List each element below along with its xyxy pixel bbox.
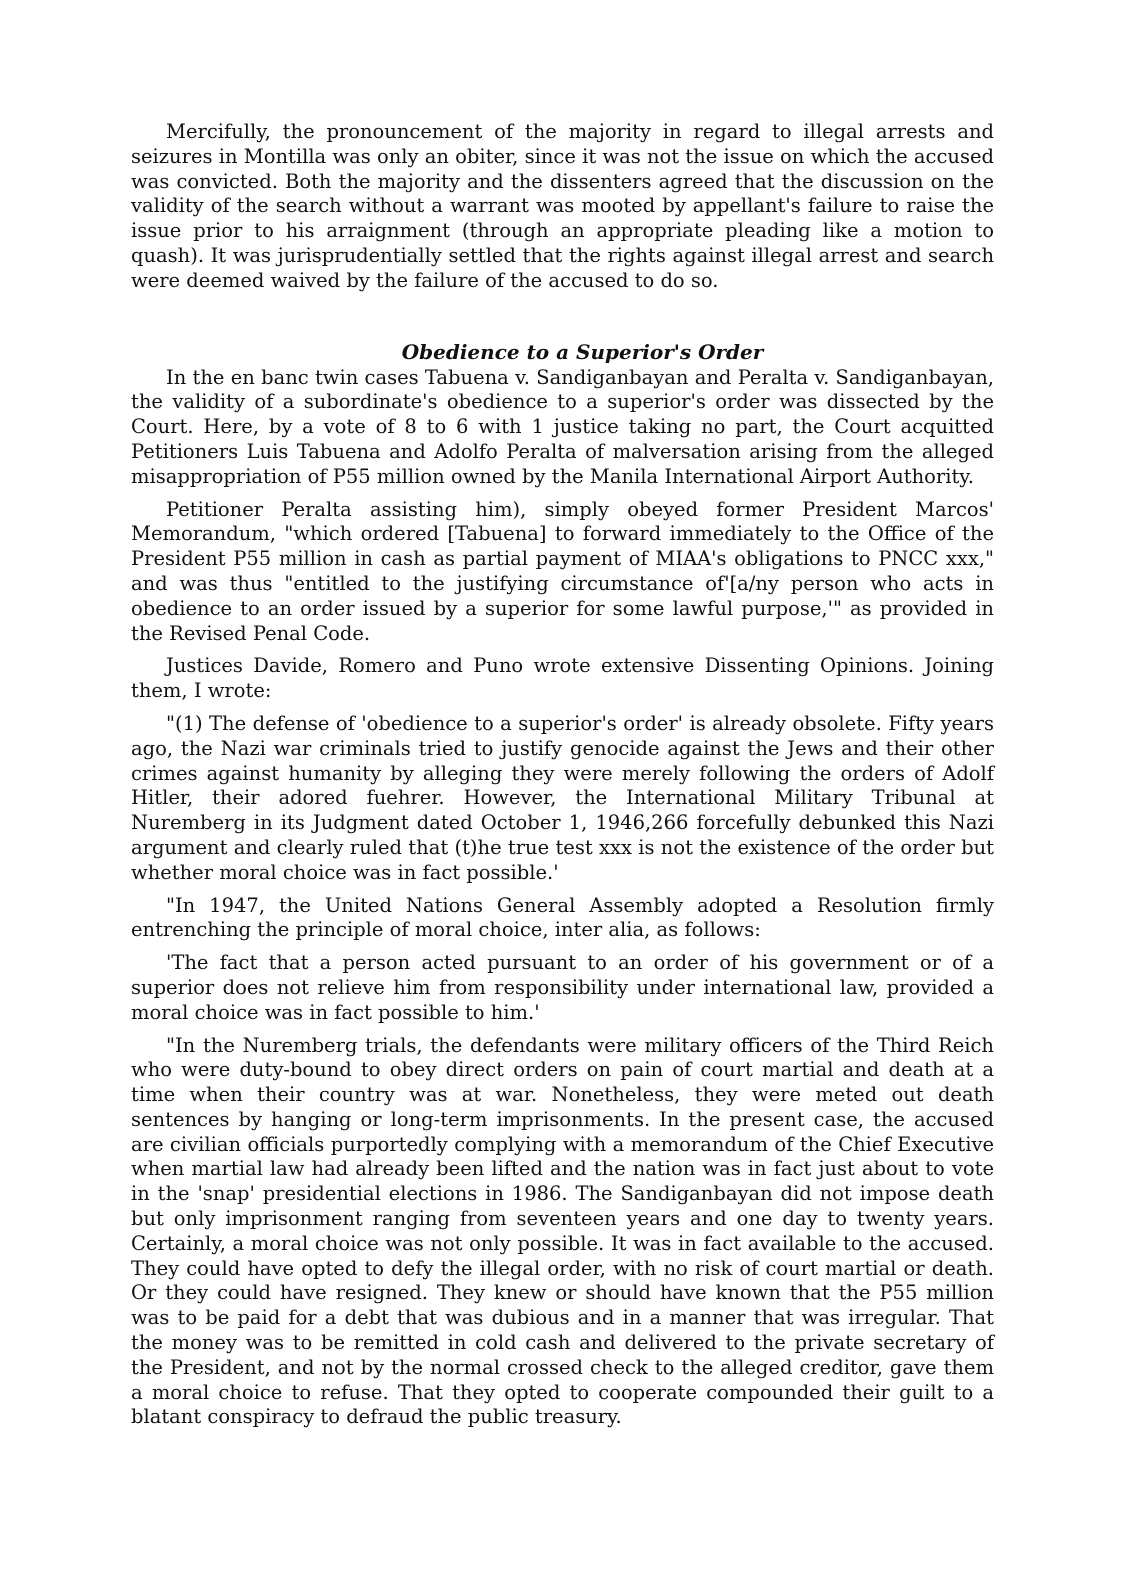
paragraph-montilla-obiter: Mercifully, the pronouncement of the majority in regard to illegal arrests and seizures in Montilla was only an obiter, since it was not the issue on which the accused was convicted. Both the majority and the dissenters agreed that the discussion on the validity of the search without a warrant was mooted by appellant's failure to raise the issue prior to his arraignment (through an appropriate pleading like a motion to quash). It was jurisprudentially settled that the rights against illegal arrest and search were deemed waived by the failure of the accused to do so.	[131, 120, 994, 292]
paragraph-nuremberg-trials: "In the Nuremberg trials, the defendants were military officers of the Third Reich who were duty-bound to obey direct orders on pain of court martial and death at a time when their country was at war. Nonetheless, they were meted out death sentences by hanging or long-term imprisonments. In the present case, the accused are civilian officials purportedly complying with a memorandum of the Chief Executive when martial law had already been lifted and the nation was in fact just about to vote in the 'snap' presidential elections in 1986. The Sandiganbayan did not impose death but only imprisonment ranging from seventeen years and one day to twenty years. Certainly, a moral choice was not only possible. It was in fact available to the accused. They could have opted to defy the illegal order, with no risk of court martial or death. Or they could have resigned. They knew or should have known that the P55 million was to be paid for a debt that was dubious and in a manner that was irregular. That the money was to be remitted in cold cash and delivered to the private secretary of the President, and not by the normal crossed check to the alleged creditor, gave them a moral choice to refuse. That they opted to cooperate compounded their guilt to a blatant conspiracy to defraud the public treasury.	[131, 1033, 994, 1429]
paragraph-dissenting-opinions: Justices Davide, Romero and Puno wrote extensive Dissenting Opinions. Joining them, I wrote:	[131, 654, 994, 703]
paragraph-un-resolution: "In 1947, the United Nations General Assembly adopted a Resolution firmly entrenching the principle of moral choice, inter alia, as follows:	[131, 893, 994, 942]
paragraph-peralta-memorandum: Petitioner Peralta assisting him), simply obeyed former President Marcos' Memorandum, "which ordered [Tabuena] to forward immediately to the Office of the President P55 million in cash as partial payment of MIAA's obligations to PNCC xxx," and was thus "entitled to the justifying circumstance of'[a/ny person who acts in obedience to an order issued by a superior for some lawful purpose,'" as provided in the Revised Penal Code.	[131, 497, 994, 645]
paragraph-tabuena-peralta: In the en banc twin cases Tabuena v. Sandiganbayan and Peralta v. Sandiganbayan, the validity of a subordinate's obedience to a superior's order was dissected by the Court. Here, by a vote of 8 to 6 with 1 justice taking no part, the Court acquitted Petitioners Luis Tabuena and Adolfo Peralta of malversation arising from the alleged misappropriation of P55 million owned by the Manila International Airport Authority.	[131, 365, 994, 488]
section-heading: Obedience to a Superior's Order	[401, 339, 764, 364]
paragraph-obsolete-defense: "(1) The defense of 'obedience to a superior's order' is already obsolete. Fifty years ago, the Nazi war criminals tried to justify genocide against the Jews and their other crimes against humanity by alleging they were merely following the orders of Adolf Hitler, their adored fuehrer. However, the International Military Tribunal at Nuremberg in its Judgment dated October 1, 1946,266 forcefully debunked this Nazi argument and clearly ruled that (t)he true test xxx is not the existence of the order but whether moral choice was in fact possible.'	[131, 711, 994, 884]
document-page	[131, 120, 994, 1430]
paragraph-quoted-principle: 'The fact that a person acted pursuant to an order of his government or of a superior does not relieve him from responsibility under international law, provided a moral choice was in fact possible to him.'	[131, 951, 994, 1024]
